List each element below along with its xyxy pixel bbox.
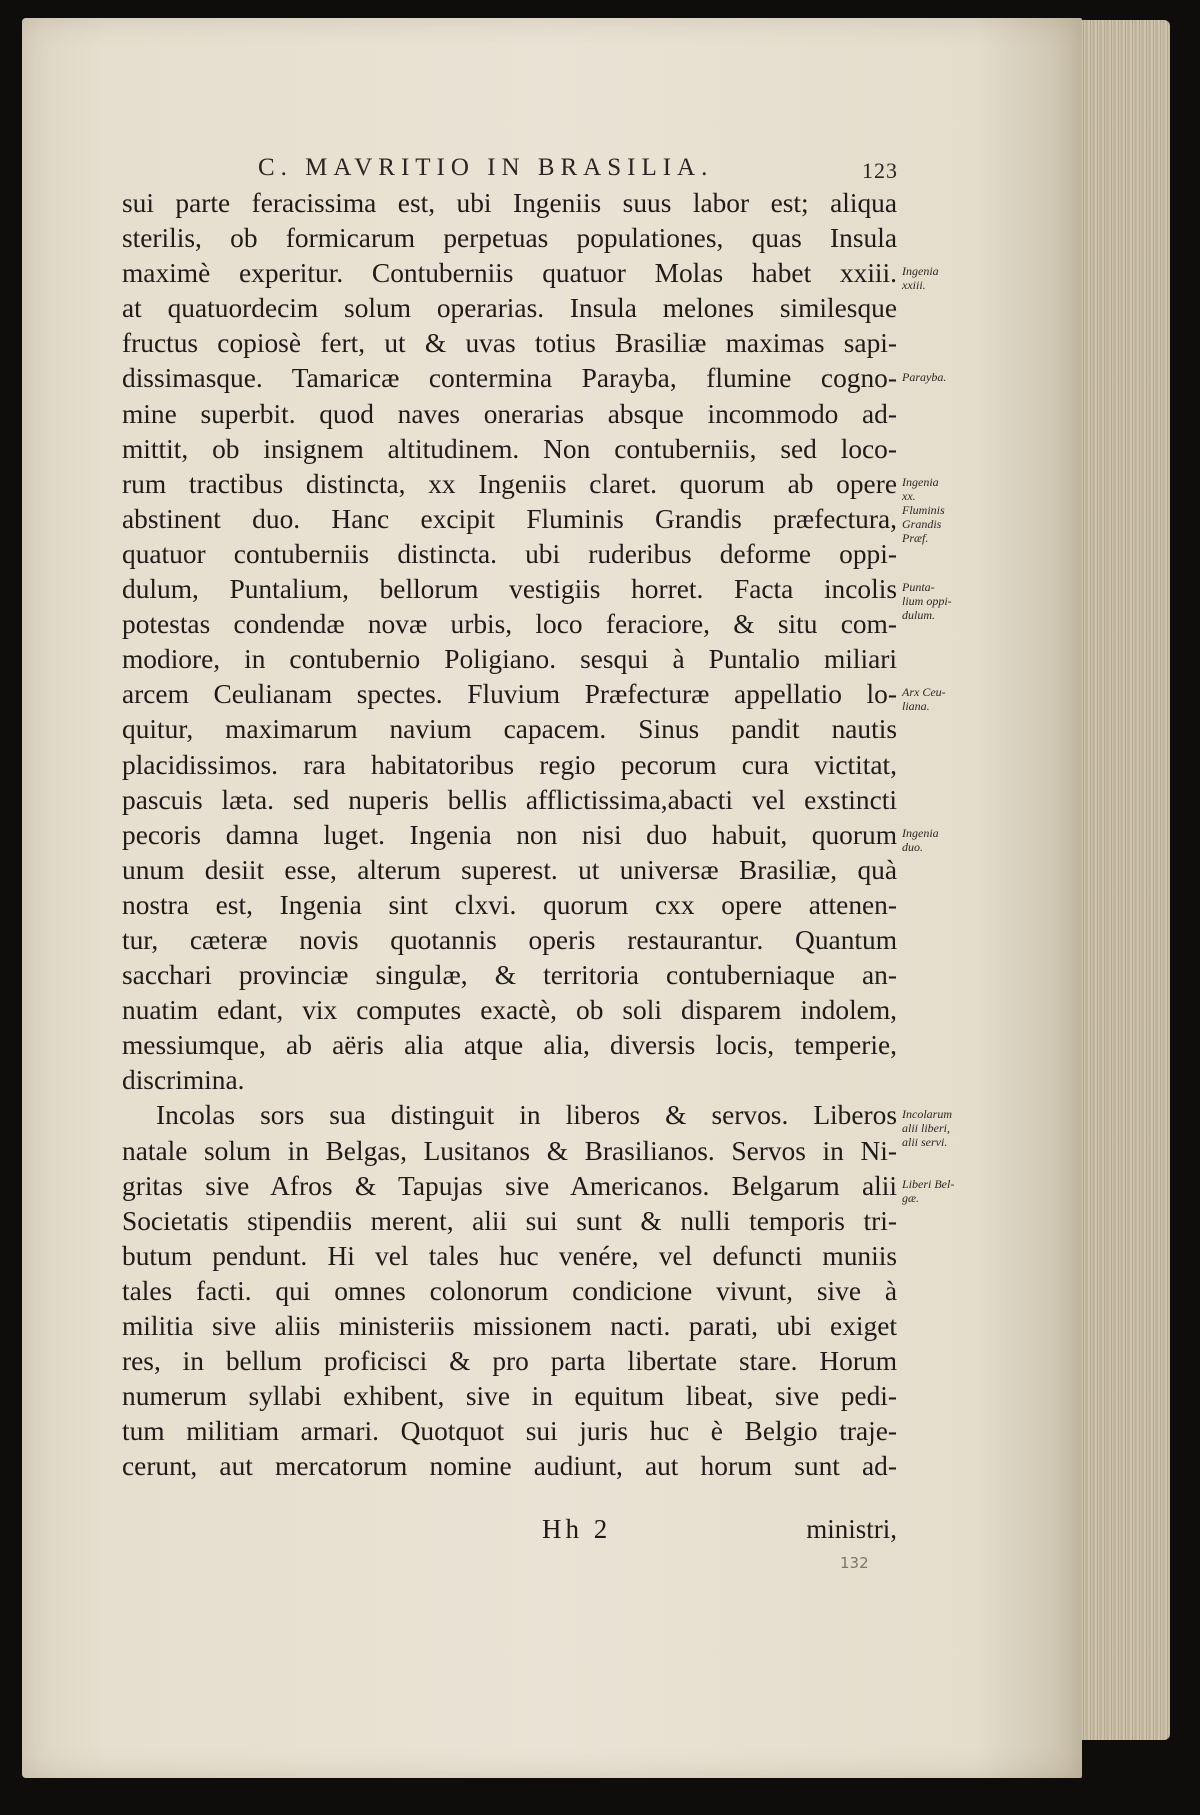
text-line: butum pendunt. Hi vel tales huc venére, vel defuncti muniis [122,1240,897,1271]
book-page [22,18,1082,1778]
text-line: tur, cæteræ novis quotannis operis restaurantur. Quantum [122,924,897,955]
text-line: dulum, Puntalium, bellorum vestigiis horret. Facta incolis [122,574,897,605]
running-title: C. MAVRITIO IN BRASILIA. [258,154,714,181]
text-line: quitur, maximarum navium capacem. Sinus pandit nautis [122,714,897,745]
margin-note: Ingenia xx. Fluminis Grandis Præf. [902,474,945,545]
catchword: ministri, [806,1514,897,1544]
text-line: rum tractibus distincta, xx Ingeniis claret. quorum ab opere [122,468,897,499]
text-line: res, in bellum proficisci & pro parta libertate stare. Horum [122,1346,897,1377]
text-line: gritas sive Afros & Tapujas sive Americanos. Belgarum alii [122,1170,897,1201]
text-line: tales facti. qui omnes colonorum condicione vivunt, sive à [122,1275,897,1306]
text-line: abstinent duo. Hanc excipit Fluminis Grandis præfectura, [122,503,897,534]
margin-note: Liberi Bel- gæ. [902,1176,955,1205]
margin-note: Punta- lium oppi- dulum. [902,580,952,623]
text-line: cerunt, aut mercatorum nomine audiunt, aut horum sunt ad- [122,1451,897,1482]
text-line: quatuor contuberniis distincta. ubi ruderibus deforme oppi- [122,538,897,569]
signature-mark: Hh 2 [542,1514,612,1544]
text-line: discrimina. [122,1065,245,1096]
text-line: placidissimos. rara habitatoribus regio pecorum cura victitat, [122,749,897,780]
text-line: maximè experitur. Contuberniis quatuor Molas habet xxiii. [122,258,897,289]
margin-note: Ingenia xxiii. [902,264,939,293]
margin-note: Ingenia duo. [902,825,939,854]
text-line: fructus copiosè fert, ut & uvas totius Brasiliæ maximas sapi- [122,328,897,359]
page-fore-edges [1070,20,1170,1740]
text-line: sui parte feracissima est, ubi Ingeniis suus labor est; aliqua [122,188,897,218]
text-line: potestas condendæ novæ urbis, loco feraciore, & situ com- [122,609,897,640]
text-line: nostra est, Ingenia sint clxvi. quorum cxx opere attenen- [122,889,897,920]
text-line: mine superbit. quod naves onerarias absque incommodo ad- [122,398,897,429]
margin-note: Arx Ceu- liana. [902,685,946,714]
text-line: sacchari provinciæ singulæ, & territoria contuberniaque an- [122,960,897,991]
running-header [258,154,898,182]
page-number: 123 [862,158,898,183]
text-line: sterilis, ob formicarum perpetuas populationes, quas Insula [122,223,897,254]
text-line: nuatim edant, vix computes exactè, ob soli disparem indolem, [122,995,897,1026]
text-line: militia sive aliis ministeriis missionem nacti. parati, ubi exiget [122,1311,897,1341]
text-line: pecoris damna luget. Ingenia non nisi duo habuit, quorum [122,819,897,850]
margin-note: Incolarum alii liberi, alii servi. [902,1106,952,1149]
pencil-annotation: 132 [840,1554,869,1572]
text-line: dissimasque. Tamaricæ contermina Parayba, flumine cogno- [122,363,897,394]
main-text-block [122,186,897,1484]
text-line: unum desiit esse, alterum superest. ut universæ Brasiliæ, quà [122,854,897,885]
text-line: numerum syllabi exhibent, sive in equitum libeat, sive pedi- [122,1381,897,1412]
text-line: tum militiam armari. Quotquot sui juris huc è Belgio traje- [122,1416,897,1447]
text-line: Societatis stipendiis merent, alii sui sunt & nulli temporis tri- [122,1205,897,1236]
text-line: messiumque, ab aëris alia atque alia, diversis locis, temperie, [122,1030,897,1061]
text-line: pascuis læta. sed nuperis bellis afflictissima,abacti vel exstincti [122,784,897,815]
margin-note: Parayba. [902,369,947,384]
text-line: Incolas sors sua distinguit in liberos & servos. Liberos [156,1100,897,1131]
text-line: arcem Ceulianam spectes. Fluvium Præfecturæ appellatio lo- [122,679,897,710]
text-line: at quatuordecim solum operarias. Insula melones similesque [122,293,897,324]
text-line: modiore, in contubernio Poligiano. sesqui à Puntalio miliari [122,644,897,675]
text-line: mittit, ob insignem altitudinem. Non contuberniis, sed loco- [122,433,897,464]
text-line: natale solum in Belgas, Lusitanos & Brasilianos. Servos in Ni- [122,1135,897,1166]
